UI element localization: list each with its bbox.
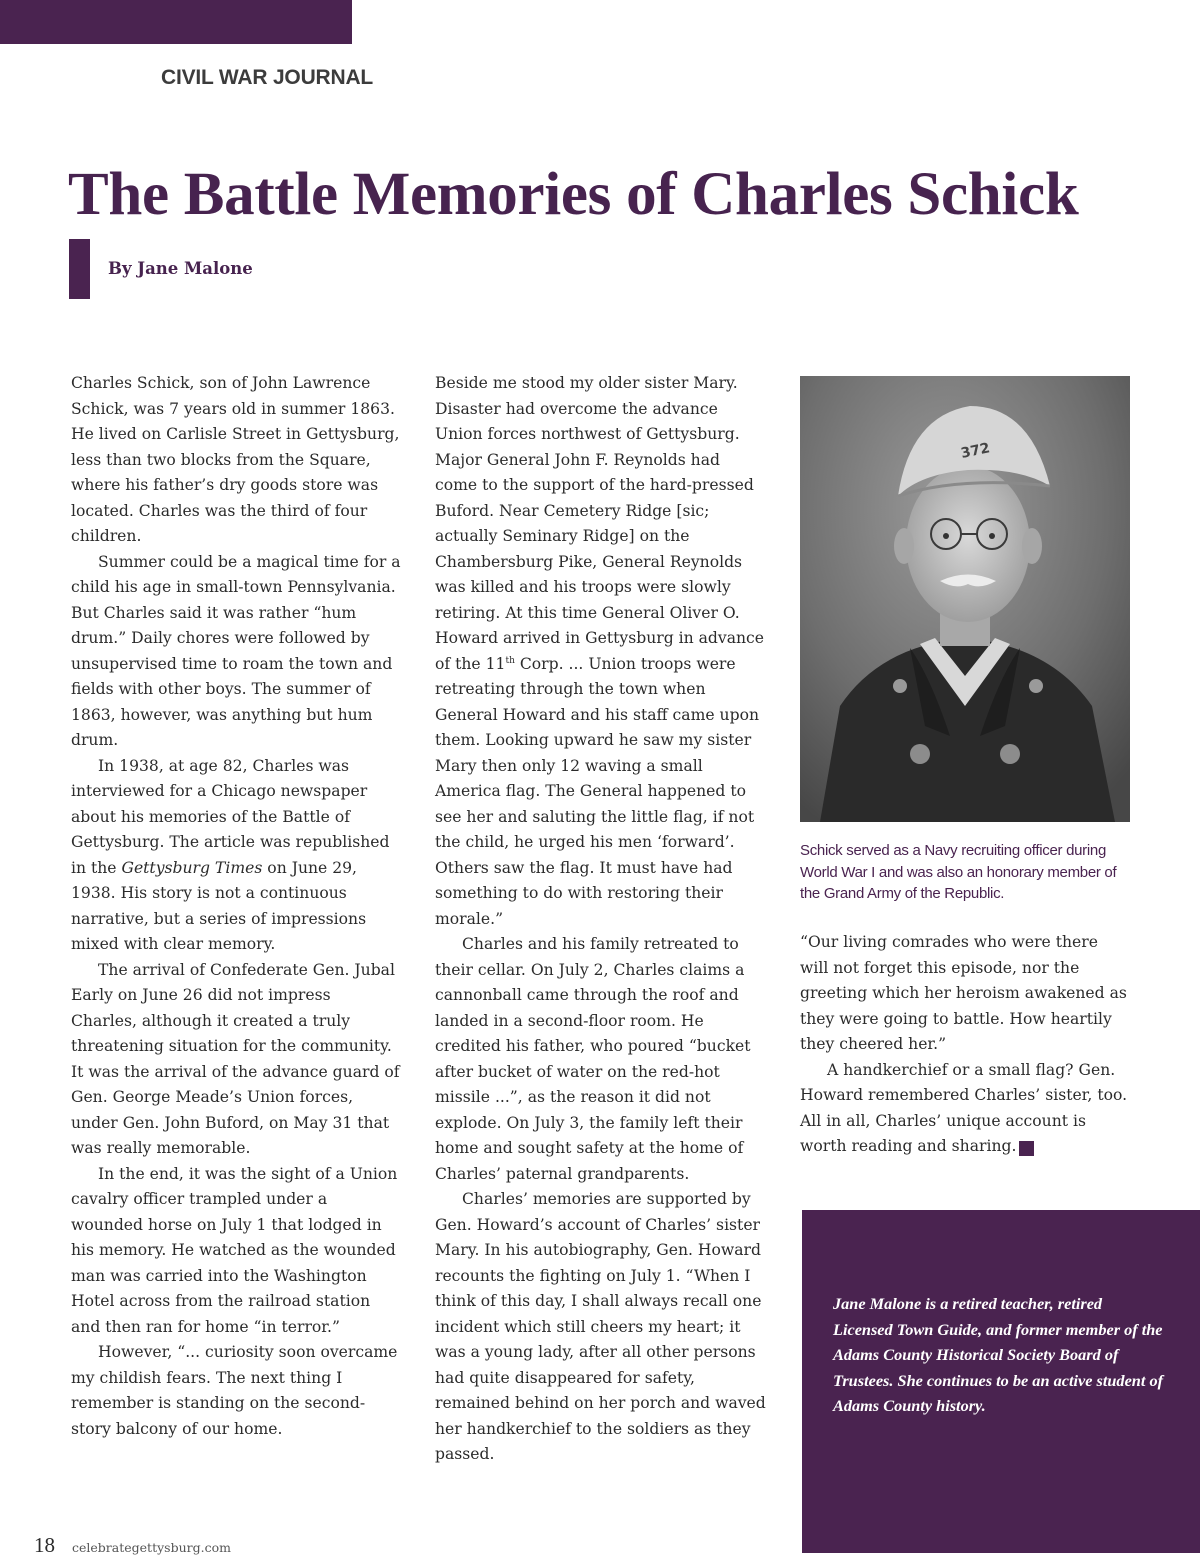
article-column-1: [71, 371, 401, 1442]
end-of-article-icon: G: [1019, 1141, 1034, 1156]
photo-caption: Schick served as a Navy recruiting officer during World War I and was also an honorary member of the Grand Army of the Republic.: [800, 842, 1117, 902]
paragraph-text: on June 29, 1938. His story is not a continuous narrative, but a series of impressions mixed with clear memory.: [71, 858, 367, 953]
paragraph-text: Corp. ... Union troops were retreating through the town when General Howard and his staff came upon them. Looking upward he saw my sister Mary then only 12 waving a small America flag. The General happened to see her and saluting the little flag, if not the child, he urged his men ‘forward’. Others saw the flag. It must have had something to do with restoring their morale.”: [435, 654, 760, 928]
paragraph: “Our living comrades who were there will not forget this episode, nor the greeting which her heroism awakened as they were going to battle. How heartily they cheered her.”: [800, 933, 1127, 1053]
site-url: celebrategettysburg.com: [72, 1540, 231, 1555]
header-accent-bar: [0, 0, 352, 44]
portrait-photo: [800, 376, 1130, 822]
paragraph: However, “... curiosity soon overcame my childish fears. The next thing I remember is standing on the second- story balcony of our home.: [71, 1343, 398, 1438]
article-title: The Battle Memories of Charles Schick: [68, 161, 1079, 228]
paragraph-text: A handkerchief or a small flag? Gen. Howard remembered Charles’ sister, too. All in all, Charles’ unique account is worth reading and sharing.: [800, 1060, 1128, 1155]
paragraph: Charles Schick, son of John Lawrence Schick, was 7 years old in summer 1863. He lived on Carlisle Street in Gettysburg, less than two blocks from the Square, where his father’s dry goods store was located. Charles was the third of four children.: [71, 374, 400, 545]
cap-number: 372: [959, 440, 992, 462]
page-number: 18: [34, 1533, 55, 1557]
article-column-3: [800, 930, 1130, 1160]
byline: By Jane Malone: [108, 259, 253, 278]
section-label: CIVIL WAR JOURNAL: [161, 66, 374, 89]
paragraph: The arrival of Confederate Gen. Jubal Early on June 26 did not impress Charles, although it created a truly threatening situation for the community. It was the arrival of the advance guard of Gen. George Meade’s Union forces, under Gen. John Buford, on May 31 that was really memorable.: [71, 960, 400, 1157]
paragraph: Charles’ memories are supported by Gen. Howard’s account of Charles’ sister Mary. In his autobiography, Gen. Howard recounts the fighting on July 1. “When I think of this day, I shall always recall one incident which still cheers my heart; it was a young lady, after all other persons had quite disappeared for safety, remained behind on her porch and waved her handkerchief to the soldiers as they passed.: [435, 1190, 766, 1463]
paragraph: [435, 371, 767, 932]
newspaper-title: Gettysburg Times: [121, 858, 263, 877]
paragraph-text: Beside me stood my older sister Mary. Disaster had overcome the advance Union forces northwest of Gettysburg. Major General John F. Reynolds had come to the support of the hard-pressed Buford. Near Cemetery Ridge [sic; actually Seminary Ridge] on the Chambersburg Pike, General Reynolds was killed and his troops were slowly retiring. At this time General Oliver O. Howard arrived in Gettysburg in advance of the 11: [435, 374, 765, 673]
paragraph: [71, 754, 401, 958]
paragraph-text: In 1938, at age 82, Charles was interviewed for a Chicago newspaper about his memories of the Battle of Gettysburg. The article was republished in the: [71, 756, 390, 877]
paragraph: [800, 1058, 1130, 1160]
paragraph: In the end, it was the sight of a Union cavalry officer trampled under a wounded horse on July 1 that lodged in his memory. He watched as the wounded man was carried into the Washington Hotel across from the railroad station and then ran for home “in terror.”: [71, 1164, 398, 1336]
superscript: th: [505, 655, 515, 666]
article-column-2: [435, 371, 767, 1468]
byline-accent-bar: [69, 239, 90, 299]
portrait-illustration: [800, 376, 1130, 822]
author-bio: Jane Malone is a retired teacher, retired Licensed Town Guide, and former member of the Adams County Historical Society Board of Trustees. She continues to be an active student of Adams County history.: [833, 1294, 1164, 1415]
paragraph: Summer could be a magical time for a child his age in small-town Pennsylvania. But Charles said it was rather “hum drum.” Daily chores were followed by unsupervised time to roam the town and fields with other boys. The summer of 1863, however, was anything but hum drum.: [71, 552, 401, 749]
paragraph: Charles and his family retreated to their cellar. On July 2, Charles claims a cannonball came through the roof and landed in a second-floor room. He credited his father, who poured “bucket after bucket of water on the red-hot missile ...”, as the reason it did not explode. On July 3, the family left their home and sought safety at the home of Charles’ paternal grandparents.: [435, 935, 751, 1183]
